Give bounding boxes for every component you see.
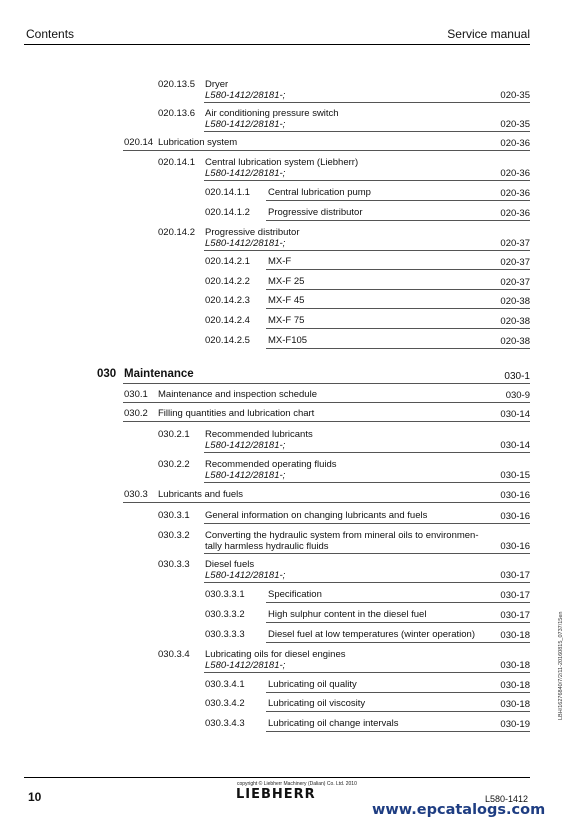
- toc-entry-underline: [266, 602, 530, 603]
- toc-entry-underline: [266, 348, 530, 349]
- toc-entry[interactable]: [0, 108, 530, 132]
- toc-entry-underline: [204, 131, 530, 132]
- toc-entry-number: 030.2.1: [158, 429, 190, 440]
- toc-entry[interactable]: [0, 187, 530, 201]
- toc-entry-page: 030-14: [500, 409, 530, 420]
- toc-entry-page: 030-18: [500, 699, 530, 710]
- toc-entry-underline: [266, 328, 530, 329]
- toc-entry-title: MX-F105: [268, 335, 308, 346]
- toc-entry-page: 020-36: [500, 208, 530, 219]
- toc-entry[interactable]: [0, 408, 530, 422]
- toc-entry-underline: [123, 383, 530, 384]
- toc-entry-page: 030-18: [500, 630, 530, 641]
- toc-entry-title: Lubricating oils for diesel engines: [205, 649, 346, 660]
- toc-entry-number: 030.3.3: [158, 559, 190, 570]
- toc-entry-subtitle: L580-1412/28181-;: [205, 570, 286, 581]
- toc-entry[interactable]: [0, 459, 530, 483]
- toc-entry-page: 020-35: [500, 90, 530, 101]
- toc-entry-title: Progressive distributor: [205, 227, 300, 238]
- toc-entry-page: 020-36: [500, 188, 530, 199]
- toc-entry[interactable]: [0, 629, 530, 643]
- toc-entry-page: 030-1: [504, 371, 530, 382]
- toc-entry-number: 020.14: [124, 137, 154, 148]
- toc-entry-number: 030.3.3.3: [205, 629, 245, 640]
- toc-entry-page: 020-36: [500, 168, 530, 179]
- toc-entry-page: 020-38: [500, 336, 530, 347]
- toc-entry-title: Recommended lubricants: [205, 429, 313, 440]
- toc-entry-number: 020.14.2.4: [205, 315, 250, 326]
- toc-entry[interactable]: [0, 609, 530, 623]
- toc-entry-title: Central lubrication pump: [268, 187, 371, 198]
- toc-entry-number: 030.3.4.3: [205, 718, 245, 729]
- toc-entry-underline: [204, 553, 530, 554]
- toc-entry[interactable]: [0, 227, 530, 251]
- toc-entry-number: 020.14.2.1: [205, 256, 250, 267]
- toc-entry-underline: [266, 200, 530, 201]
- toc-entry-number: 020.14.1.2: [205, 207, 250, 218]
- toc-entry-number: 020.14.1.1: [205, 187, 250, 198]
- toc-entry-underline: [266, 220, 530, 221]
- toc-entry[interactable]: [0, 335, 530, 349]
- toc-entry-page: 030-9: [505, 390, 530, 401]
- toc-entry-underline: [204, 102, 530, 103]
- toc-entry-title: Central lubrication system (Liebherr): [205, 157, 359, 168]
- toc-entry-underline: [266, 711, 530, 712]
- toc-entry-number: 030.3.4.2: [205, 698, 245, 709]
- toc-entry[interactable]: [0, 429, 530, 453]
- toc-entry-underline: [204, 523, 530, 524]
- toc-entry-title: Maintenance: [124, 368, 194, 380]
- toc-entry-page: 030-16: [500, 511, 530, 522]
- toc-entry-title: Dryer: [205, 79, 229, 90]
- toc-entry-underline: [204, 180, 530, 181]
- toc-entry-page: 030-17: [500, 570, 530, 581]
- toc-entry[interactable]: [0, 295, 530, 309]
- watermark[interactable]: www.epcatalogs.com: [372, 802, 546, 818]
- toc-entry-page: 030-15: [500, 470, 530, 481]
- toc-entry-page: 030-14: [500, 440, 530, 451]
- toc-entry-page: 030-16: [500, 490, 530, 501]
- toc-entry[interactable]: [0, 718, 530, 732]
- toc-entry-underline: [123, 150, 530, 151]
- toc-entry-number: 030.3.4: [158, 649, 190, 660]
- toc-entry[interactable]: [0, 256, 530, 270]
- toc-entry-title: Lubricating oil viscosity: [268, 698, 366, 709]
- document-type: Service manual: [447, 27, 530, 41]
- toc-entry[interactable]: [0, 530, 530, 554]
- toc-entry-page: 020-38: [500, 316, 530, 327]
- toc-entry-number: 030: [97, 368, 117, 380]
- toc-entry-number: 020.14.1: [158, 157, 195, 168]
- toc-entry-underline: [123, 402, 530, 403]
- toc-entry-title: MX-F 25: [268, 276, 305, 287]
- toc-entry[interactable]: [0, 207, 530, 221]
- toc-entry-page: 030-18: [500, 680, 530, 691]
- toc-entry-underline: [266, 731, 530, 732]
- toc-entry[interactable]: [0, 489, 530, 503]
- toc-entry-page: 030-16: [500, 541, 530, 552]
- toc-entry-title: Filling quantities and lubrication chart: [158, 408, 315, 419]
- toc-entry[interactable]: [0, 369, 530, 383]
- toc-entry[interactable]: [0, 698, 530, 712]
- toc-entry[interactable]: [0, 679, 530, 693]
- toc-entry-underline: [204, 582, 530, 583]
- toc-entry-number: 030.3.4.1: [205, 679, 245, 690]
- toc-entry-number: 030.2: [124, 408, 148, 419]
- toc-entry-title: Lubricating oil quality: [268, 679, 357, 690]
- toc-entry-page: 030-18: [500, 660, 530, 671]
- toc-entry-underline: [266, 692, 530, 693]
- toc-entry-number: 030.3.1: [158, 510, 190, 521]
- toc-entry-number: 020.14.2.2: [205, 276, 250, 287]
- toc-entry-number: 030.3: [124, 489, 148, 500]
- toc-entry-page: 020-36: [500, 138, 530, 149]
- toc-entry-title: Maintenance and inspection schedule: [158, 389, 317, 400]
- toc-entry[interactable]: [0, 589, 530, 603]
- toc-entry-page: 030-17: [500, 610, 530, 621]
- copyright-notice: copyright © Liebherr Machinery (Dalian) Co. Ltd. 2010: [237, 781, 357, 787]
- toc-entry-number: 020.13.5: [158, 79, 195, 90]
- toc-entry-title: Lubricants and fuels: [158, 489, 244, 500]
- toc-entry-title: Diesel fuels: [205, 559, 255, 570]
- toc-entry-underline: [266, 622, 530, 623]
- toc-entry-subtitle: L580-1412/28181-;: [205, 470, 286, 481]
- toc-entry[interactable]: [0, 157, 530, 181]
- toc-entry[interactable]: [0, 79, 530, 103]
- toc-entry-number: 020.14.2: [158, 227, 195, 238]
- toc-entry-underline: [266, 289, 530, 290]
- toc-entry-underline: [204, 250, 530, 251]
- toc-entry-underline: [266, 308, 530, 309]
- section-title: Contents: [26, 27, 75, 41]
- liebherr-logo: LIEBHERR: [236, 787, 316, 802]
- toc-entry-page: 020-38: [500, 296, 530, 307]
- page-number: 10: [28, 790, 42, 804]
- toc-entry-number: 030.3.3.1: [205, 589, 245, 600]
- toc-entry-underline: [123, 502, 530, 503]
- toc-entry-title: Lubricating oil change intervals: [268, 718, 399, 729]
- side-document-code: LBH/16276840/7/2/11-20160815_0737/15en: [558, 611, 564, 720]
- toc-entry-underline: [123, 421, 530, 422]
- toc-entry[interactable]: [0, 137, 530, 151]
- toc-entry-title: Lubrication system: [158, 137, 238, 148]
- toc-entry-page: 030-17: [500, 590, 530, 601]
- toc-entry-subtitle: L580-1412/28181-;: [205, 90, 286, 101]
- toc-entry-title: MX-F 75: [268, 315, 305, 326]
- toc-entry-page: 030-19: [500, 719, 530, 730]
- toc-entry-page: 020-37: [500, 277, 530, 288]
- toc-entry[interactable]: [0, 276, 530, 290]
- toc-entry-title: High sulphur content in the diesel fuel: [268, 609, 427, 620]
- toc-entry-title: Progressive distributor: [268, 207, 363, 218]
- toc-entry-title: Recommended operating fluids: [205, 459, 337, 470]
- toc-entry[interactable]: [0, 389, 530, 403]
- toc-entry-title: Converting the hydraulic system from mineral oils to environmen-: [205, 530, 479, 541]
- toc-entry-underline: [204, 452, 530, 453]
- toc-entry-subtitle: L580-1412/28181-;: [205, 119, 286, 130]
- footer-rule: [24, 777, 530, 778]
- toc-entry-number: 030.1: [124, 389, 148, 400]
- toc-entry-subtitle: tally harmless hydraulic fluids: [205, 541, 329, 552]
- toc-entry-number: 030.3.3.2: [205, 609, 245, 620]
- toc-entry-number: 020.13.6: [158, 108, 195, 119]
- toc-entry[interactable]: [0, 559, 530, 583]
- toc-entry-subtitle: L580-1412/28181-;: [205, 440, 286, 451]
- toc-entry-underline: [266, 269, 530, 270]
- toc-entry-underline: [266, 642, 530, 643]
- toc-entry-number: 020.14.2.5: [205, 335, 250, 346]
- toc-entry-title: General information on changing lubricants and fuels: [205, 510, 428, 521]
- toc-entry-underline: [204, 482, 530, 483]
- toc-entry[interactable]: [0, 510, 530, 524]
- toc-entry-title: MX-F 45: [268, 295, 305, 306]
- toc-entry-underline: [204, 672, 530, 673]
- toc-entry-subtitle: L580-1412/28181-;: [205, 238, 286, 249]
- toc-entry-title: MX-F: [268, 256, 292, 267]
- toc-entry-number: 020.14.2.3: [205, 295, 250, 306]
- toc-entry-title: Air conditioning pressure switch: [205, 108, 339, 119]
- toc-entry-number: 030.2.2: [158, 459, 190, 470]
- toc-entry-title: Diesel fuel at low temperatures (winter operation): [268, 629, 475, 640]
- toc-entry[interactable]: [0, 649, 530, 673]
- model-code: L580-1412: [485, 794, 529, 804]
- toc-entry-number: 030.3.2: [158, 530, 190, 541]
- toc-entry-title: Specification: [268, 589, 322, 600]
- toc-entry-subtitle: L580-1412/28181-;: [205, 660, 286, 671]
- toc-entry-page: 020-35: [500, 119, 530, 130]
- toc-entry-subtitle: L580-1412/28181-;: [205, 168, 286, 179]
- toc-entry[interactable]: [0, 315, 530, 329]
- toc-entry-page: 020-37: [500, 238, 530, 249]
- toc-entry-page: 020-37: [500, 257, 530, 268]
